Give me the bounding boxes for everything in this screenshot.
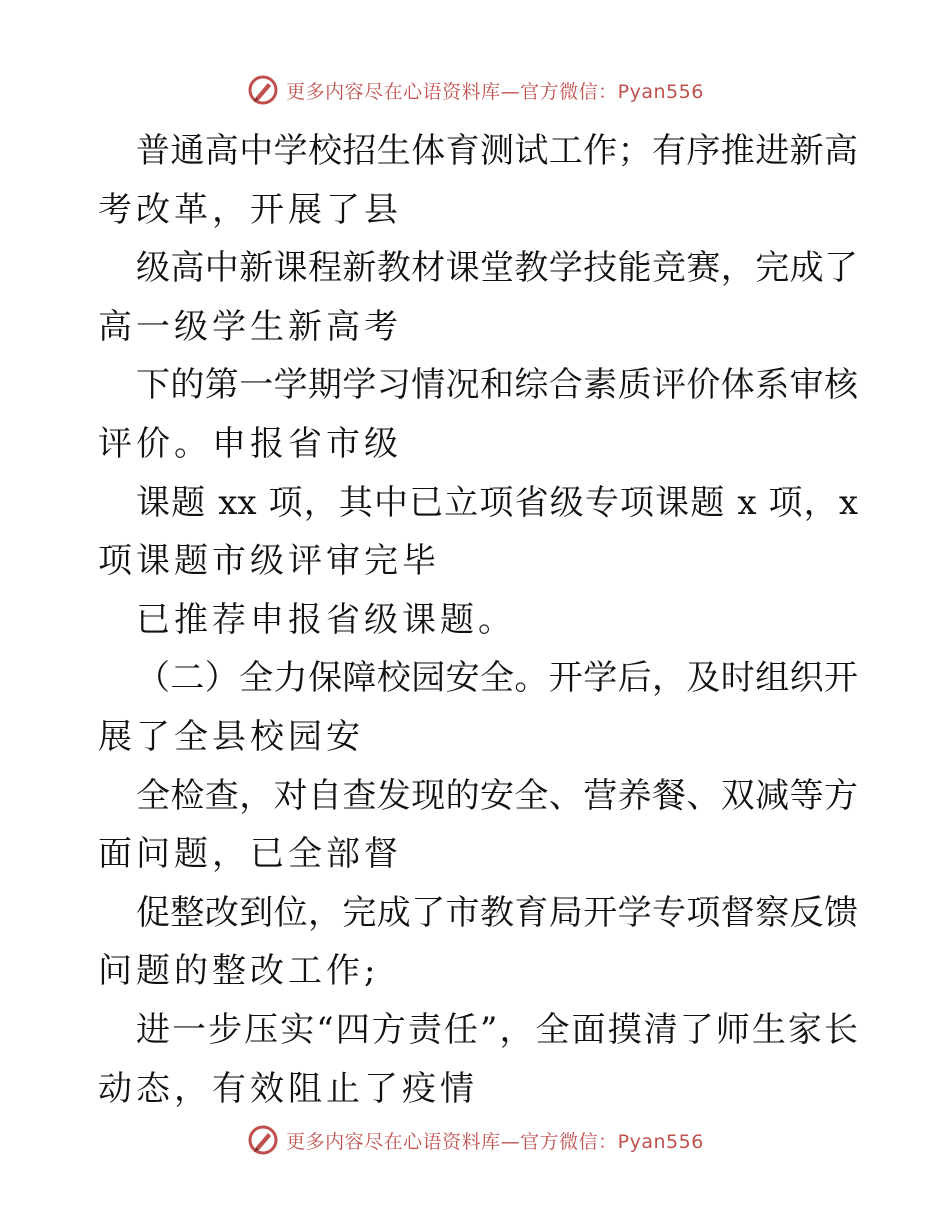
pen-logo-icon [246,1123,280,1157]
text-line: 评价。申报省市级 [98,423,402,464]
text-line: 动态，有效阻止了疫情 [98,1068,478,1109]
text-line: 级高中新课程新教材课堂教学技能竞赛，完成了 [136,248,858,289]
text-line: （二）全力保障校园安全。开学后，及时组织开 [136,658,858,699]
text-line: 已推荐申报省级课题。 [136,599,516,640]
text-line: 项课题市级评审完毕 [98,541,440,582]
text-line: 问题的整改工作; [98,951,380,992]
text-line: 面问题，已全部督 [98,834,402,875]
text-line: 普通高中学校招生体育测试工作；有序推进新高 [136,131,858,171]
text-line: 下的第一学期学习情况和综合素质评价体系审核 [136,365,858,406]
text-line: 考改革，开展了县 [98,189,402,230]
text-line: 进一步压实“四方责任”，全面摸清了师生家长 [136,1009,858,1050]
text-line: 促整改到位，完成了市教育局开学专项督察反馈 [136,892,858,933]
text-line: 展了全县校园安 [98,716,364,757]
watermark-text: 更多内容尽在心语资料库—官方微信：Pyan556 [286,1130,704,1153]
header-watermark [0,70,950,110]
watermark-text: 更多内容尽在心语资料库—官方微信：Pyan556 [286,80,704,103]
footer-watermark [0,1120,950,1160]
text-line: 高一级学生新高考 [98,306,402,347]
text-line: 全检查，对自查发现的安全、营养餐、双减等方 [136,775,858,816]
text-line: 课题 xx 项，其中已立项省级专项课题 x 项，x [136,482,858,523]
pen-logo-icon [246,73,280,107]
document-body [98,122,858,1118]
